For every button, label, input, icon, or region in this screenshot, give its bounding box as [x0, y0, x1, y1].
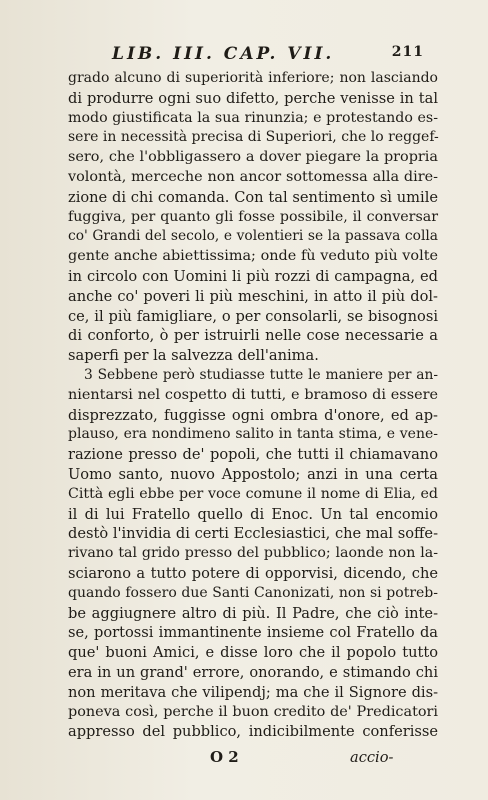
page-header — [112, 44, 424, 66]
text-line: Uomo santo, nuovo Appostolo; anzi in una certa — [68, 465, 438, 483]
text-line: zione di chi comanda. Con tal sentimento sì umile — [68, 188, 438, 206]
text-line: be aggiugnere altro di più. Il Padre, che ciò inte- — [68, 604, 438, 622]
text-line: appresso del pubblico, indicibilmente conferisse — [68, 723, 438, 741]
running-title: LIB. III. CAP. VII. — [112, 44, 335, 64]
text-line: sere in necessità precisa di Superiori, che lo reggef- — [68, 129, 439, 146]
text-line: destò l'invidia di certi Ecclesiastici, che mal soffe- — [68, 525, 438, 543]
text-line: plauso, era nondimeno salito in tanta stima, e vene- — [68, 426, 438, 443]
page-number: 211 — [391, 44, 424, 60]
text-line: modo giustificata la sua rinunzia; e protestando es- — [68, 109, 438, 126]
signature-mark: O 2 — [210, 748, 239, 766]
text-line: poneva così, perche il buon credito de' Predicatori — [68, 703, 438, 720]
text-line: sciarono a tutto potere di opporvisi, dicendo, che — [68, 564, 438, 582]
catchword: accio- — [350, 749, 394, 766]
text-line: se, portossi immantinente insieme col Fratello da — [68, 624, 438, 642]
text-line: que' buoni Amici, e disse loro che il popolo tutto — [68, 644, 438, 662]
text-line: saperfi per la salvezza dell'anima. — [68, 347, 319, 365]
text-line: in circolo con Uomini li più rozzi di campagna, ed — [68, 267, 438, 285]
text-line: ce, il più famigliare, o per consolarli, se bisognosi — [68, 307, 438, 325]
text-line: anche co' poveri li più meschini, in atto il più dol- — [68, 287, 438, 305]
text-line: nientarsi nel cospetto di tutti, e bramoso di essere — [68, 386, 438, 403]
text-line: il di lui Fratello quello di Enoc. Un tal encomio — [68, 505, 438, 523]
text-line: 3 Sebbene però studiasse tutte le maniere per an- — [84, 366, 438, 383]
text-line: grado alcuno di superiorità inferiore; non lasciando — [68, 70, 438, 86]
text-line: rivano tal grido presso del pubblico; laonde non la- — [68, 545, 438, 562]
body-text — [68, 69, 438, 742]
text-line: era in un grand' errore, onorando, e stimando chi — [68, 663, 438, 681]
text-line: quando fossero due Santi Canonizati, non si potreb- — [68, 584, 438, 601]
text-line: volontà, merceche non ancor sottomessa alla dire- — [68, 168, 438, 185]
text-line: di produrre ogni suo difetto, perche venisse in tal — [68, 89, 438, 107]
text-line: disprezzato, fuggisse ogni ombra d'onore, ed ap- — [68, 406, 438, 424]
text-line: Città egli ebbe per voce comune il nome di Elia, ed — [68, 485, 438, 502]
page-footer — [0, 748, 488, 772]
text-line: gente anche abiettissima; onde fù veduto più volte — [68, 248, 438, 265]
text-line: non meritava che vilipendj; ma che il Signore dis- — [68, 683, 438, 701]
text-line: co' Grandi del secolo, e volentieri se la passava colla — [68, 228, 438, 245]
text-line: di conforto, ò per istruirli nelle cose necessarie a — [68, 327, 438, 345]
text-line: razione presso de' popoli, che tutti il chiamavano — [68, 446, 438, 464]
text-line: sero, che l'obbligassero a dover piegare la propria — [68, 149, 438, 166]
text-line: fuggiva, per quanto gli fosse possibile, il conversar — [68, 208, 438, 225]
